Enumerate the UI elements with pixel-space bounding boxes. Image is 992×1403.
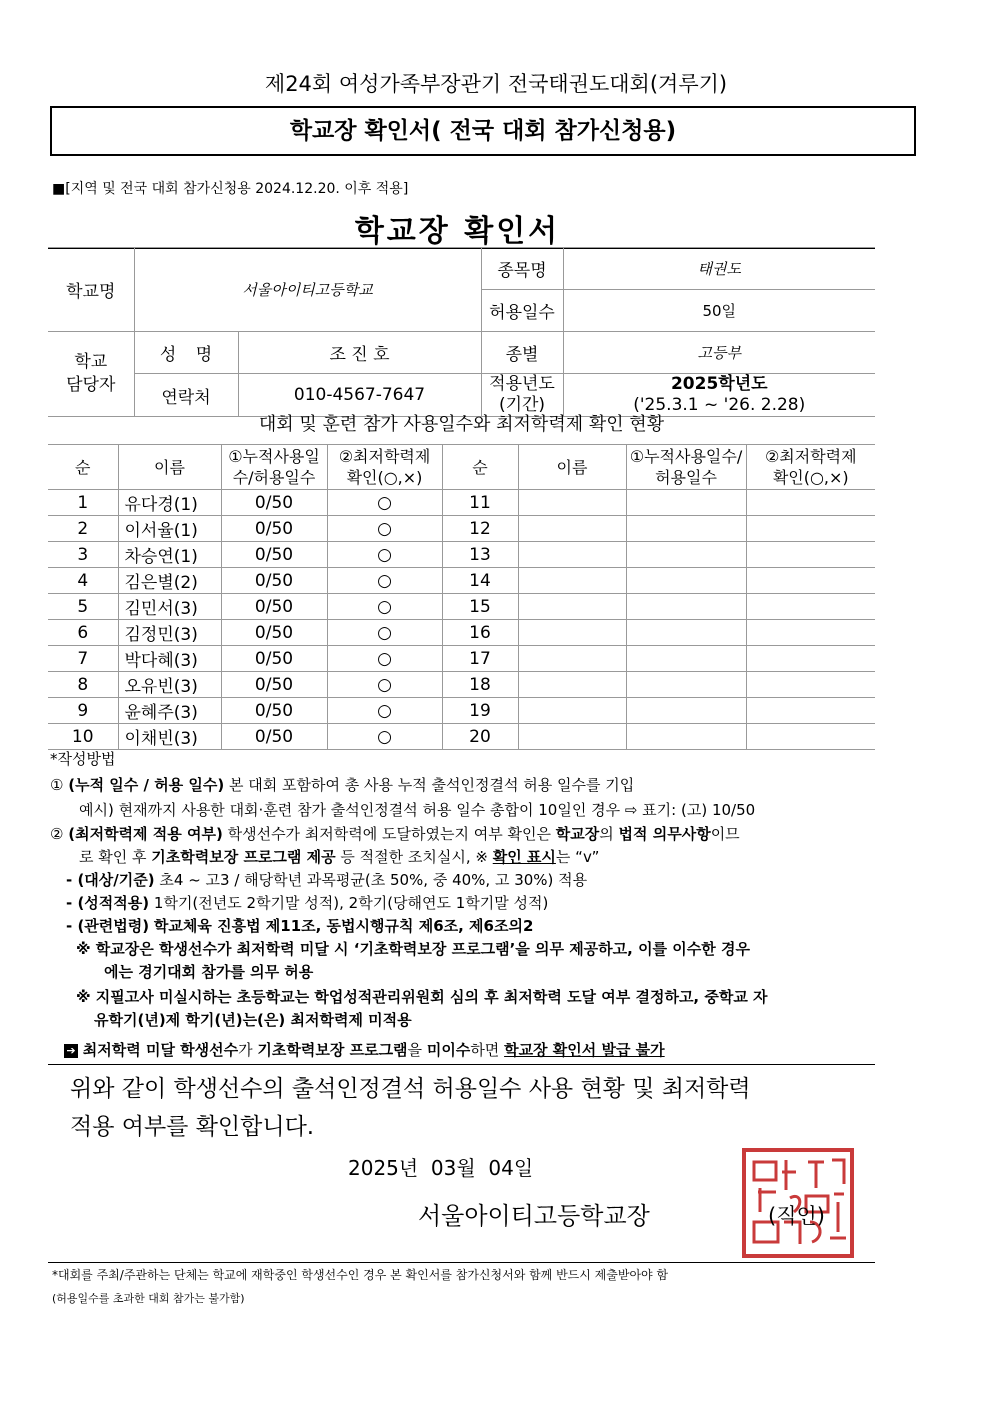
row-name: 오유빈(3) (118, 672, 221, 698)
row-name-right (518, 646, 626, 672)
guide-detail-1 (66, 870, 587, 890)
row-days: 0/50 (221, 490, 327, 516)
row-min-right (746, 646, 875, 672)
col-days-right-line2: 허용일수 (655, 468, 717, 487)
guide-2-line2-a: 로 확인 후 (79, 848, 147, 866)
row-no-right: 11 (442, 490, 518, 516)
row-name-right (518, 724, 626, 750)
row-name: 윤혜주(3) (118, 698, 221, 724)
col-no: 순 (48, 445, 118, 490)
guide-detail-2 (66, 893, 548, 913)
guide-note-2-line1: ※ 지필고사 미실시하는 초등학교는 학업성적관리위원회 심의 후 최저학력 도달 여부 결정하고, 중학교 자 (76, 988, 768, 1006)
row-days: 0/50 (221, 542, 327, 568)
table-header-row (48, 445, 875, 490)
row-days-right (626, 672, 746, 698)
final-f: 하면 (470, 1041, 500, 1059)
final-e: 미이수 (426, 1041, 471, 1059)
contact-value: 010-4567-7647 (238, 374, 481, 417)
row-days: 0/50 (221, 620, 327, 646)
guide-note-1-line1: ※ 학교장은 학생선수가 최저학력 미달 시 ‘기초학력보장 프로그램’을 의무 제공하고, 이를 이수한 경우 (76, 940, 750, 958)
allow-value: 50일 (563, 290, 875, 332)
row-days-right (626, 568, 746, 594)
row-no-right: 13 (442, 542, 518, 568)
row-name-right (518, 516, 626, 542)
row-min-right (746, 724, 875, 750)
confirm-line2: 적용 여부를 확인합니다. (70, 1114, 315, 1140)
row-no: 5 (48, 594, 118, 620)
row-days-right (626, 620, 746, 646)
staff-label-line2: 담당자 (66, 375, 116, 395)
confirm-divider (48, 1064, 875, 1065)
guide-heading: *작성방법 (50, 750, 116, 768)
detail-3-bold: - (관련법령) (66, 917, 150, 935)
row-name: 김정민(3) (118, 620, 221, 646)
detail-2-bold: - (성적적용) (66, 894, 150, 912)
guide-2-text-c: 이므 (710, 825, 740, 843)
row-min-right (746, 698, 875, 724)
table-row (48, 672, 875, 698)
row-min-check: ○ (327, 516, 442, 542)
table-section-title: 대회 및 훈련 참가 사용일수와 최저학력제 확인 현황 (258, 414, 665, 435)
issue-date: 2025년 03월 04일 (348, 1156, 534, 1180)
row-days-right (626, 724, 746, 750)
row-no: 9 (48, 698, 118, 724)
row-name: 이서율(1) (118, 516, 221, 542)
division-label: 종별 (481, 332, 563, 374)
guide-item-1 (50, 775, 634, 795)
col-min-right (746, 445, 875, 490)
final-g: 학교장 확인서 발급 불가 (504, 1041, 665, 1059)
guide-2-program: 기초학력보장 프로그램 제공 (151, 848, 336, 866)
row-days: 0/50 (221, 646, 327, 672)
guide-1-bold: (누적 일수 / 허용 일수) (68, 776, 225, 794)
table-row (48, 646, 875, 672)
final-b: 가 (238, 1041, 253, 1059)
row-min-right (746, 542, 875, 568)
row-name-right (518, 620, 626, 646)
row-no: 3 (48, 542, 118, 568)
guide-2-line2-b: 등 적절한 조치실시, ※ (340, 848, 488, 866)
row-no: 8 (48, 672, 118, 698)
guide-detail-3 (66, 916, 533, 936)
allow-label: 허용일수 (481, 290, 563, 332)
signer-name: 서울아이티고등학교장 (418, 1202, 650, 1230)
row-days: 0/50 (221, 594, 327, 620)
guide-2-number: ② (50, 825, 64, 843)
document-box-title: 학교장 확인서( 전국 대회 참가신청용) (50, 106, 916, 156)
row-no: 1 (48, 490, 118, 516)
year-value: 2025학년도 (670, 374, 768, 394)
final-a: 최저학력 미달 학생선수 (82, 1041, 239, 1059)
confirm-line1: 위와 같이 학생선수의 출석인정결석 허용일수 사용 현황 및 최저학력 (70, 1076, 751, 1102)
row-name-right (518, 568, 626, 594)
col-no-right: 순 (442, 445, 518, 490)
table-row (48, 620, 875, 646)
guide-note-2-line2: 유학기(년)제 학기(년)는(은) 최저학력제 미적용 (94, 1011, 412, 1029)
row-min-right (746, 568, 875, 594)
final-d: 을 (407, 1041, 423, 1059)
row-days-right (626, 490, 746, 516)
row-days-right (626, 646, 746, 672)
confirm-text (70, 1070, 870, 1146)
row-days: 0/50 (221, 724, 327, 750)
detail-1-text: 초4 ~ 고3 / 해당학년 과목평균(초 50%, 중 40%, 고 30%) 적용 (159, 871, 588, 889)
col-min-line1: ②최저학력제 (338, 447, 431, 466)
row-no: 7 (48, 646, 118, 672)
col-min-right-line2: 확인(○,×) (772, 468, 849, 487)
detail-3-text: 학교체육 진흥법 제11조, 동법시행규칙 제6조, 제6조의2 (153, 917, 534, 935)
row-no: 2 (48, 516, 118, 542)
row-name: 김민서(3) (118, 594, 221, 620)
row-days-right (626, 698, 746, 724)
footer-divider (48, 1262, 875, 1263)
guide-final-note (64, 1040, 665, 1060)
table-row (48, 724, 875, 750)
row-days: 0/50 (221, 516, 327, 542)
row-no-right: 20 (442, 724, 518, 750)
row-min-check: ○ (327, 568, 442, 594)
row-min-check: ○ (327, 594, 442, 620)
row-days-right (626, 516, 746, 542)
name-value: 조 진 호 (238, 332, 481, 374)
guide-2-line2-c: 는 “v” (555, 848, 600, 866)
guide-2-mark: 확인 표시 (492, 848, 556, 866)
row-name-right (518, 698, 626, 724)
row-name-right (518, 594, 626, 620)
footer-note-2: (허용일수를 초과한 대회 참가는 불가함) (52, 1292, 245, 1305)
row-min-check: ○ (327, 620, 442, 646)
student-table (48, 444, 875, 750)
row-days-right (626, 542, 746, 568)
division-value: 고등부 (563, 332, 875, 374)
staff-label-line1: 학교 (74, 352, 108, 372)
event-title: 제24회 여성가족부장관기 전국태권도대회(겨루기) (264, 72, 728, 96)
table-row (48, 594, 875, 620)
row-no-right: 19 (442, 698, 518, 724)
col-name: 이름 (118, 445, 221, 490)
row-name: 이채빈(3) (118, 724, 221, 750)
row-min-check: ○ (327, 542, 442, 568)
col-name-right: 이름 (518, 445, 626, 490)
row-days: 0/50 (221, 568, 327, 594)
col-min (327, 445, 442, 490)
table-row (48, 568, 875, 594)
row-no-right: 14 (442, 568, 518, 594)
guide-item-2 (50, 824, 740, 844)
table-row (48, 490, 875, 516)
name-label: 성 명 (134, 332, 238, 374)
row-no-right: 16 (442, 620, 518, 646)
final-c: 기초학력보장 프로그램 (257, 1041, 408, 1059)
row-min-check: ○ (327, 672, 442, 698)
row-name: 김은별(2) (118, 568, 221, 594)
col-min-right-line1: ②최저학력제 (764, 447, 857, 466)
seal-label: (직인) (768, 1204, 825, 1228)
arrow-box-icon: ➔ (64, 1044, 78, 1058)
col-days-line2: 수/허용일수 (232, 468, 316, 487)
row-min-right (746, 594, 875, 620)
col-days (221, 445, 327, 490)
sport-label: 종목명 (481, 248, 563, 290)
row-min-right (746, 672, 875, 698)
row-name: 차승연(1) (118, 542, 221, 568)
guide-2-text-b: 의 (599, 825, 614, 843)
col-days-right (626, 445, 746, 490)
staff-label (48, 332, 134, 417)
col-days-line1: ①누적사용일 (228, 447, 320, 466)
col-days-right-line1: ①누적사용일수/ (629, 447, 743, 466)
detail-2-text: 1학기(전년도 2학기말 성적), 2학기(당해연도 1학기말 성적) (153, 894, 549, 912)
guide-note-1-line2: 에는 경기대회 참가를 의무 허용 (104, 963, 314, 981)
row-days: 0/50 (221, 672, 327, 698)
row-name-right (518, 672, 626, 698)
row-min-check: ○ (327, 490, 442, 516)
guide-2-line2 (79, 847, 599, 867)
row-no: 4 (48, 568, 118, 594)
row-min-right (746, 490, 875, 516)
applicability-note: ■[지역 및 전국 대회 참가신청용 2024.12.20. 이후 적용] (52, 181, 409, 197)
row-no-right: 12 (442, 516, 518, 542)
row-no: 6 (48, 620, 118, 646)
row-name-right (518, 542, 626, 568)
row-min-right (746, 516, 875, 542)
row-days-right (626, 594, 746, 620)
row-no-right: 17 (442, 646, 518, 672)
row-no-right: 15 (442, 594, 518, 620)
guide-2-duty: 법적 의무사항 (618, 825, 711, 843)
row-no-right: 18 (442, 672, 518, 698)
guide-1-text: 본 대회 포함하여 총 사용 누적 출석인정결석 허용 일수를 기입 (229, 776, 635, 794)
year-label-line1: 적용년도 (489, 374, 555, 394)
document-title: 학교장 확인서 (354, 214, 561, 249)
table-row (48, 516, 875, 542)
school-value: 서울아이티고등학교 (134, 248, 481, 332)
row-min-check: ○ (327, 724, 442, 750)
row-min-right (746, 620, 875, 646)
detail-1-bold: - (대상/기준) (66, 871, 155, 889)
row-min-check: ○ (327, 646, 442, 672)
row-name: 박다혜(3) (118, 646, 221, 672)
guide-1-number: ① (50, 776, 64, 794)
contact-label: 연락처 (134, 374, 238, 417)
table-row (48, 542, 875, 568)
guide-1-example: 예시) 현재까지 사용한 대회·훈련 참가 출석인정결석 허용 일수 총합이 10일인 경우 ⇨ 표기: (고) 10/50 (79, 801, 756, 819)
row-min-check: ○ (327, 698, 442, 724)
footer-note-1: *대회를 주최/주관하는 단체는 학교에 재학중인 학생선수인 경우 본 확인서를 참가신청서와 함께 반드시 제출받아야 함 (52, 1268, 669, 1282)
row-no: 10 (48, 724, 118, 750)
sport-value: 태권도 (563, 248, 875, 290)
school-label: 학교명 (48, 248, 134, 332)
guide-2-principal: 학교장 (555, 825, 600, 843)
row-name: 유다경(1) (118, 490, 221, 516)
info-table (48, 247, 875, 417)
year-label-line2: (기간) (498, 395, 546, 415)
year-period: ('25.3.1 ~ '26. 2.28) (633, 395, 806, 415)
guide-2-bold: (최저학력제 적용 여부) (68, 825, 223, 843)
table-row (48, 698, 875, 724)
row-days: 0/50 (221, 698, 327, 724)
guide-2-text-a: 학생선수가 최저학력에 도달하였는지 여부 확인은 (227, 825, 551, 843)
col-min-line2: 확인(○,×) (346, 468, 423, 487)
row-name-right (518, 490, 626, 516)
